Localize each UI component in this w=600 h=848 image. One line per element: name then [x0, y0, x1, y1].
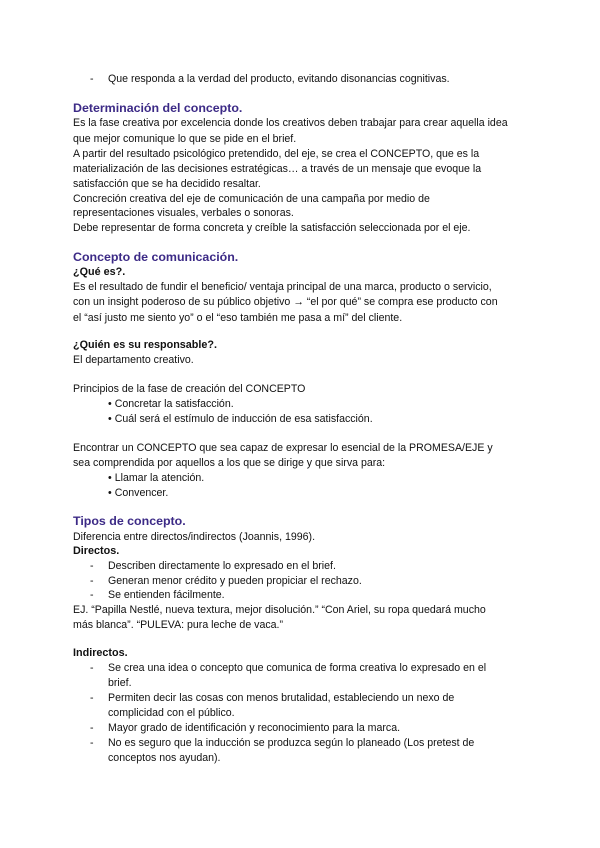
list-item [90, 574, 362, 589]
list-item [90, 736, 474, 751]
bullet-icon: • [108, 487, 112, 499]
bullet-item-text: Cuál será el estímulo de inducción de esa satisfacción. [114, 413, 373, 425]
list-dash: - [90, 589, 94, 601]
list-item-continuation: brief. [108, 677, 132, 689]
list-dash: - [90, 575, 94, 587]
bullet-item [108, 471, 204, 486]
bullet-item [108, 412, 373, 427]
paragraph-line: Es la fase creativa por excelencia donde los creativos deben trabajar para crear aquella idea [73, 117, 508, 129]
list-item-text: Describen directamente lo expresado en el brief. [108, 560, 336, 572]
list-dash: - [90, 692, 94, 704]
bullet-item-text: Convencer. [114, 487, 169, 499]
paragraph-line: El departamento creativo. [73, 354, 194, 366]
list-item [90, 72, 450, 87]
list-item-text: Mayor grado de identificación y reconocimiento para la marca. [108, 722, 401, 734]
bullet-icon: • [108, 472, 112, 484]
section-heading-concepto-comunicacion: Concepto de comunicación. [73, 250, 239, 264]
paragraph-line: Es el resultado de fundir el beneficio/ ventaja principal de una marca, producto o servicio, [73, 281, 492, 293]
bullet-item [108, 397, 234, 412]
paragraph-line: el “así justo me siento yo” o el “eso también me pasa a mí” del cliente. [73, 312, 403, 324]
paragraph-line: Concreción creativa del eje de comunicación de una campaña por medio de [73, 193, 430, 205]
paragraph-line: representaciones visuales, verbales o sonoras. [73, 207, 294, 219]
list-item [90, 661, 486, 676]
list-dash: - [90, 737, 94, 749]
list-item-text: Generan menor crédito y pueden propiciar el rechazo. [108, 575, 362, 587]
bullet-item-text: Llamar la atención. [114, 472, 205, 484]
list-item-text: No es seguro que la inducción se produzca según lo planeado (Los pretest de [108, 737, 475, 749]
bullet-item [108, 486, 168, 501]
paragraph-line: satisfacción que se ha decidido resaltar. [73, 178, 261, 190]
list-item-text: Permiten decir las cosas con menos brutalidad, estableciendo un nexo de [108, 692, 455, 704]
list-item [90, 691, 454, 706]
paragraph-line: sea comprendida por aquellos a los que se dirige y que sirva para: [73, 457, 386, 469]
bullet-icon: • [108, 398, 112, 410]
paragraph-line: con un insight poderoso de su público objetivo → “el por qué” se compra ese producto con [73, 296, 498, 308]
paragraph-line: Diferencia entre directos/indirectos (Joannis, 1996). [73, 531, 316, 543]
paragraph-line: A partir del resultado psicológico pretendido, del eje, se crea el CONCEPTO, que es la [73, 148, 480, 160]
subheading-que-es: ¿Qué es?. [73, 266, 126, 278]
list-item [90, 721, 400, 736]
list-item-continuation: complicidad con el público. [108, 707, 235, 719]
subheading-responsable: ¿Quién es su responsable?. [73, 339, 217, 351]
paragraph-line: Encontrar un CONCEPTO que sea capaz de expresar lo esencial de la PROMESA/EJE y [73, 442, 493, 454]
list-dash: - [90, 662, 94, 674]
bullet-icon: • [108, 413, 112, 425]
subheading-indirectos: Indirectos. [73, 647, 128, 659]
list-dash: - [90, 73, 94, 85]
list-dash: - [90, 722, 94, 734]
subheading-directos: Directos. [73, 545, 120, 557]
section-heading-tipos: Tipos de concepto. [73, 514, 186, 528]
paragraph-line: EJ. “Papilla Nestlé, nueva textura, mejor disolución.” “Con Ariel, su ropa quedará mucho [73, 604, 486, 616]
bullet-item-text: Concretar la satisfacción. [114, 398, 234, 410]
list-item-text: Se crea una idea o concepto que comunica de forma creativa lo expresado en el [108, 662, 487, 674]
list-item [90, 559, 336, 574]
paragraph-line: más blanca”. “PULEVA: pura leche de vaca.” [73, 619, 284, 631]
paragraph-line: que mejor comunique lo que se pide en el brief. [73, 133, 297, 145]
list-item [90, 588, 225, 603]
section-heading-determinacion: Determinación del concepto. [73, 101, 243, 115]
list-item-text: Se entienden fácilmente. [108, 589, 225, 601]
list-dash: - [90, 560, 94, 572]
list-item-continuation: conceptos nos ayudan). [108, 752, 221, 764]
list-item-text: Que responda a la verdad del producto, evitando disonancias cognitivas. [108, 73, 450, 85]
paragraph-line: Principios de la fase de creación del CONCEPTO [73, 383, 306, 395]
paragraph-line: materialización de las decisiones estratégicas… a través de un mensaje que evoque la [73, 163, 482, 175]
paragraph-line: Debe representar de forma concreta y creíble la satisfacción seleccionada por el eje. [73, 222, 471, 234]
